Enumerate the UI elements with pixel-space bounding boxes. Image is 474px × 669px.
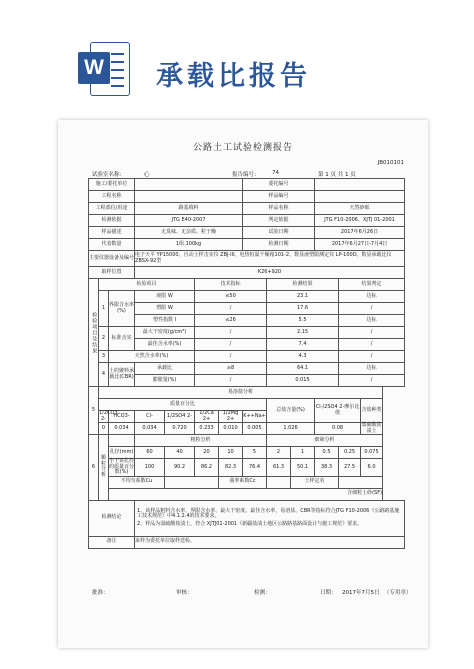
salt-ion-value: 0.034: [109, 423, 135, 435]
table-row: [89, 239, 405, 251]
table-row: [89, 267, 405, 279]
conclusion-line: 1、该样品粗料含水率、界限含水率、最大干密度、最佳含水率，易溶盐、CBR等指标符合JTG F10-2006《公路路基施工技术规范》中4.1.2.4的技术要求。: [137, 507, 400, 520]
salt-ratio-label: Cl-/2SO4 2-摩尔比值: [315, 399, 361, 423]
grading-size: 0.075: [361, 447, 383, 459]
grading-pass: 82.3: [219, 459, 243, 477]
grading-name-label: 土样定名: [291, 476, 339, 488]
field-label: 试验日期: [243, 227, 315, 239]
item-result: 0.015: [267, 375, 339, 387]
table-row: [89, 179, 405, 191]
item-spec: /: [195, 375, 267, 387]
grading-pass: 6.0: [361, 459, 383, 477]
field-value: 1组 100kg: [135, 239, 243, 251]
item-number: 3: [99, 351, 109, 363]
date-label: 日期：: [320, 590, 337, 596]
grading-name-value: [339, 476, 383, 488]
report-sheet: [58, 120, 428, 648]
item-result: 5.5: [267, 315, 339, 327]
grading-size-label: 孔径(mm): [109, 447, 135, 459]
table-row: [89, 227, 405, 239]
table-row: [89, 291, 405, 303]
inspection-items: [89, 279, 405, 387]
grading-fine-title: 细筛分析: [267, 435, 383, 447]
report-table: [88, 178, 405, 549]
item-result: 23.1: [267, 291, 339, 303]
table-row: [89, 303, 405, 315]
grading-size: 0.5: [315, 447, 339, 459]
report-number-label: 报告编号：: [232, 172, 260, 178]
grading-pass: 86.2: [195, 459, 219, 477]
item-spec: /: [195, 327, 267, 339]
grading-cc-label: 曲率系数Cc: [219, 476, 267, 488]
seal-label: （专用章）: [384, 590, 412, 596]
table-row: [89, 251, 405, 267]
side-label: 检验项目及结果: [89, 279, 99, 387]
column-header: 结果判定: [339, 279, 405, 291]
item-number: 6: [89, 435, 99, 501]
grading-size: 0.25: [339, 447, 361, 459]
field-value: 无臭味、无杂质、粒于燥: [135, 227, 243, 239]
field-value: [135, 191, 243, 203]
table-row: [89, 459, 405, 477]
table-row: [89, 315, 405, 327]
salt-ion-header: 1/2Mg 2+: [219, 411, 243, 423]
salt-title: 易溶盐分析: [99, 387, 383, 399]
table-row: [89, 375, 405, 387]
item-judge: /: [339, 375, 405, 387]
table-row: [89, 363, 405, 375]
grading-size: 60: [135, 447, 165, 459]
table-row: [89, 279, 405, 291]
table-row: [89, 191, 405, 203]
salt-type-value: 弱硫酸盐渍土: [361, 422, 382, 434]
table-row: [89, 536, 405, 548]
equipment-value: 电子天平 YP15000、自动土样击实仪 ZBJ-III、电热恒温干燥箱101-2、数显液塑限测定仪 LP-100D、数显承载比仪 ZBSX-92型: [135, 251, 405, 267]
grading-size: 1: [291, 447, 315, 459]
document-number: JB010101: [377, 160, 404, 166]
lab-name-value: 心: [144, 172, 150, 178]
grading-pass: 50.1: [291, 459, 315, 477]
grading-pass: 76.4: [243, 459, 267, 477]
item-number: 4: [99, 363, 109, 387]
field-value: [135, 179, 243, 191]
salt-total-label: 总盐含量(%): [267, 399, 315, 423]
field-value: [315, 179, 405, 191]
grading-pass: 100: [135, 459, 165, 477]
item-subname: 塑限 W: [135, 303, 195, 315]
field-label: 检测依据: [89, 215, 135, 227]
item-name: 标准击实: [109, 327, 135, 351]
table-row: [89, 327, 405, 339]
field-value: JTG E40-2007: [135, 215, 243, 227]
test-label: 检测：: [254, 590, 271, 596]
item-spec: /: [195, 303, 267, 315]
banner-title: 承载比报告: [156, 61, 311, 92]
grading-pass: 27.5: [339, 459, 361, 477]
grading-pass: 38.3: [315, 459, 339, 477]
item-name: 天然含水率(%): [109, 351, 195, 363]
remark-value: 来样为委托单位取样送检。: [135, 536, 405, 548]
banner: [0, 0, 474, 108]
item-judge: /: [339, 303, 405, 315]
grading-pass: 61.3: [267, 459, 291, 477]
column-header: 检测结果: [267, 279, 339, 291]
grading-pass: 90.2: [165, 459, 195, 477]
lab-name-label: 试验室名称：: [92, 172, 126, 178]
table-row: [89, 423, 405, 435]
grading-pass-label: 小于该孔径的质量百分数(%): [109, 458, 135, 475]
item-subname: 最佳含水率(%): [135, 339, 195, 351]
item-number: 1: [99, 291, 109, 327]
item-judge: /: [339, 339, 405, 351]
table-row: [89, 500, 405, 536]
salt-ion-header: 1/2CO3 2-: [99, 410, 118, 422]
item-spec: /: [195, 339, 267, 351]
salt-ion-value: 0.005: [243, 423, 267, 435]
grading-size: 20: [195, 447, 219, 459]
conclusion-rows: [89, 500, 405, 548]
grading-size: 2: [267, 447, 291, 459]
salt-total-value: 1.026: [267, 423, 315, 435]
item-spec: ≤50: [195, 291, 267, 303]
info-rows: [89, 179, 405, 279]
grading-cu-label: 不均匀系数Cu: [109, 476, 165, 488]
approve-label: 批准：: [92, 590, 109, 596]
item-subname: 膨胀量(%): [135, 375, 195, 387]
salt-ion-value: 0.233: [195, 423, 219, 435]
field-value: 2017年6月27日-7月4日: [315, 239, 405, 251]
field-value: 路基填料: [135, 203, 243, 215]
field-value: 天然砂砾: [315, 203, 405, 215]
location-label: 取样位置: [89, 267, 135, 279]
table-row: [89, 339, 405, 351]
table-row: [89, 351, 405, 363]
word-document-icon: [78, 40, 132, 100]
salt-ratio-value: 0.08: [315, 423, 361, 435]
item-judge: 达标: [339, 315, 405, 327]
item-subname: 塑性指数 I: [135, 315, 195, 327]
item-judge: /: [339, 327, 405, 339]
item-number: 2: [99, 327, 109, 351]
salt-ion-header: 1/2Ca 2+: [195, 411, 219, 423]
item-spec: ≥8: [195, 363, 267, 375]
item-judge: /: [339, 351, 405, 363]
salt-ion-header: 1/2SO4 2-: [165, 411, 195, 423]
column-header: 检验项目: [99, 279, 195, 291]
word-badge: W: [78, 52, 110, 84]
table-row: [89, 387, 405, 399]
field-label: 检测日期: [243, 239, 315, 251]
column-header: 技术指标: [195, 279, 267, 291]
field-value: 2017年6月26日: [315, 227, 405, 239]
item-result: 4.3: [267, 351, 339, 363]
field-label: 代表数量: [89, 239, 135, 251]
field-label: 施工/委托单位: [89, 179, 135, 191]
location-value: K26+920: [135, 267, 405, 279]
remark-label: 备注: [89, 536, 135, 548]
salt-ion-header: HCO3-: [109, 411, 135, 423]
field-value: [315, 191, 405, 203]
blank-cell: [109, 435, 135, 447]
conclusion-label: 检测结论: [89, 500, 135, 536]
grading-cu-value: [165, 476, 219, 488]
item-result: 64.1: [267, 363, 339, 375]
report-title: 公路土工试验检测报告: [192, 143, 293, 153]
salt-mass-title: 质量百分比: [99, 399, 267, 411]
salt-ion-value: 0: [99, 423, 109, 435]
salt-ion-value: 0.010: [219, 423, 243, 435]
item-subname: 液限 W: [135, 291, 195, 303]
item-subname: 承载比: [135, 363, 195, 375]
grading-size: 10: [219, 447, 243, 459]
salt-ion-value: 0.034: [135, 423, 165, 435]
field-label: 委托编号: [243, 179, 315, 191]
grading-size: 5: [243, 447, 267, 459]
review-label: 审核：: [176, 590, 193, 596]
table-row: [89, 476, 405, 488]
field-label: 样品编号: [243, 191, 315, 203]
item-spec: ≤26: [195, 315, 267, 327]
field-value: JTG F10-2006、XJTJ 01-2001: [315, 215, 405, 227]
item-judge: 达标: [339, 363, 405, 375]
item-result: 2.15: [267, 327, 339, 339]
field-label: 判定依据: [243, 215, 315, 227]
grading-analysis: [89, 435, 405, 501]
item-name: 界限含水率(%): [109, 291, 135, 327]
table-row: [89, 203, 405, 215]
field-label: 样品名称: [243, 203, 315, 215]
table-row: [89, 215, 405, 227]
salt-type-label: 含盐种类: [361, 399, 383, 423]
conclusion-line: 2、样品为弱硫酸盐渍土，符合 XJTJ01-2001《新疆盐渍土地区公路路基路面设计与施工规范》要求。: [137, 520, 363, 527]
item-spec: /: [195, 351, 267, 363]
salt-analysis: [89, 387, 405, 435]
grading-coarse-title: 粗粒分析: [135, 435, 267, 447]
table-row: [89, 488, 405, 500]
item-result: 17.6: [267, 303, 339, 315]
report-number-value: 74: [272, 170, 279, 176]
grading-size: 40: [165, 447, 195, 459]
table-row: [89, 435, 405, 447]
salt-ion-header: Cl-: [135, 411, 165, 423]
item-result: 7.4: [267, 339, 339, 351]
grading-name: 颗粒分析: [99, 435, 109, 501]
grading-cc-value: [267, 476, 291, 488]
conclusion-text: [135, 500, 405, 536]
field-label: 工程部位/用途: [89, 203, 135, 215]
grading-fine-label: 含细粒土砂(SF): [109, 488, 383, 500]
salt-ion-header: K++Na+: [243, 411, 267, 423]
salt-ion-value: 0.720: [165, 423, 195, 435]
item-name: 土的聚料承载比(CBR): [109, 363, 135, 387]
item-judge: 达标: [339, 291, 405, 303]
table-row: [89, 447, 405, 459]
field-label: 样品描述: [89, 227, 135, 239]
table-row: [89, 399, 405, 411]
page-indicator: 第 1 页 共 1 页: [318, 172, 356, 178]
item-subname: 最大干密度(g/cm³): [135, 327, 195, 339]
date-value: 2017年7月5日: [342, 590, 380, 596]
equipment-label: 主要仪器设备及编号: [89, 251, 135, 267]
item-number: 5: [89, 387, 99, 435]
field-label: 工程名称: [89, 191, 135, 203]
